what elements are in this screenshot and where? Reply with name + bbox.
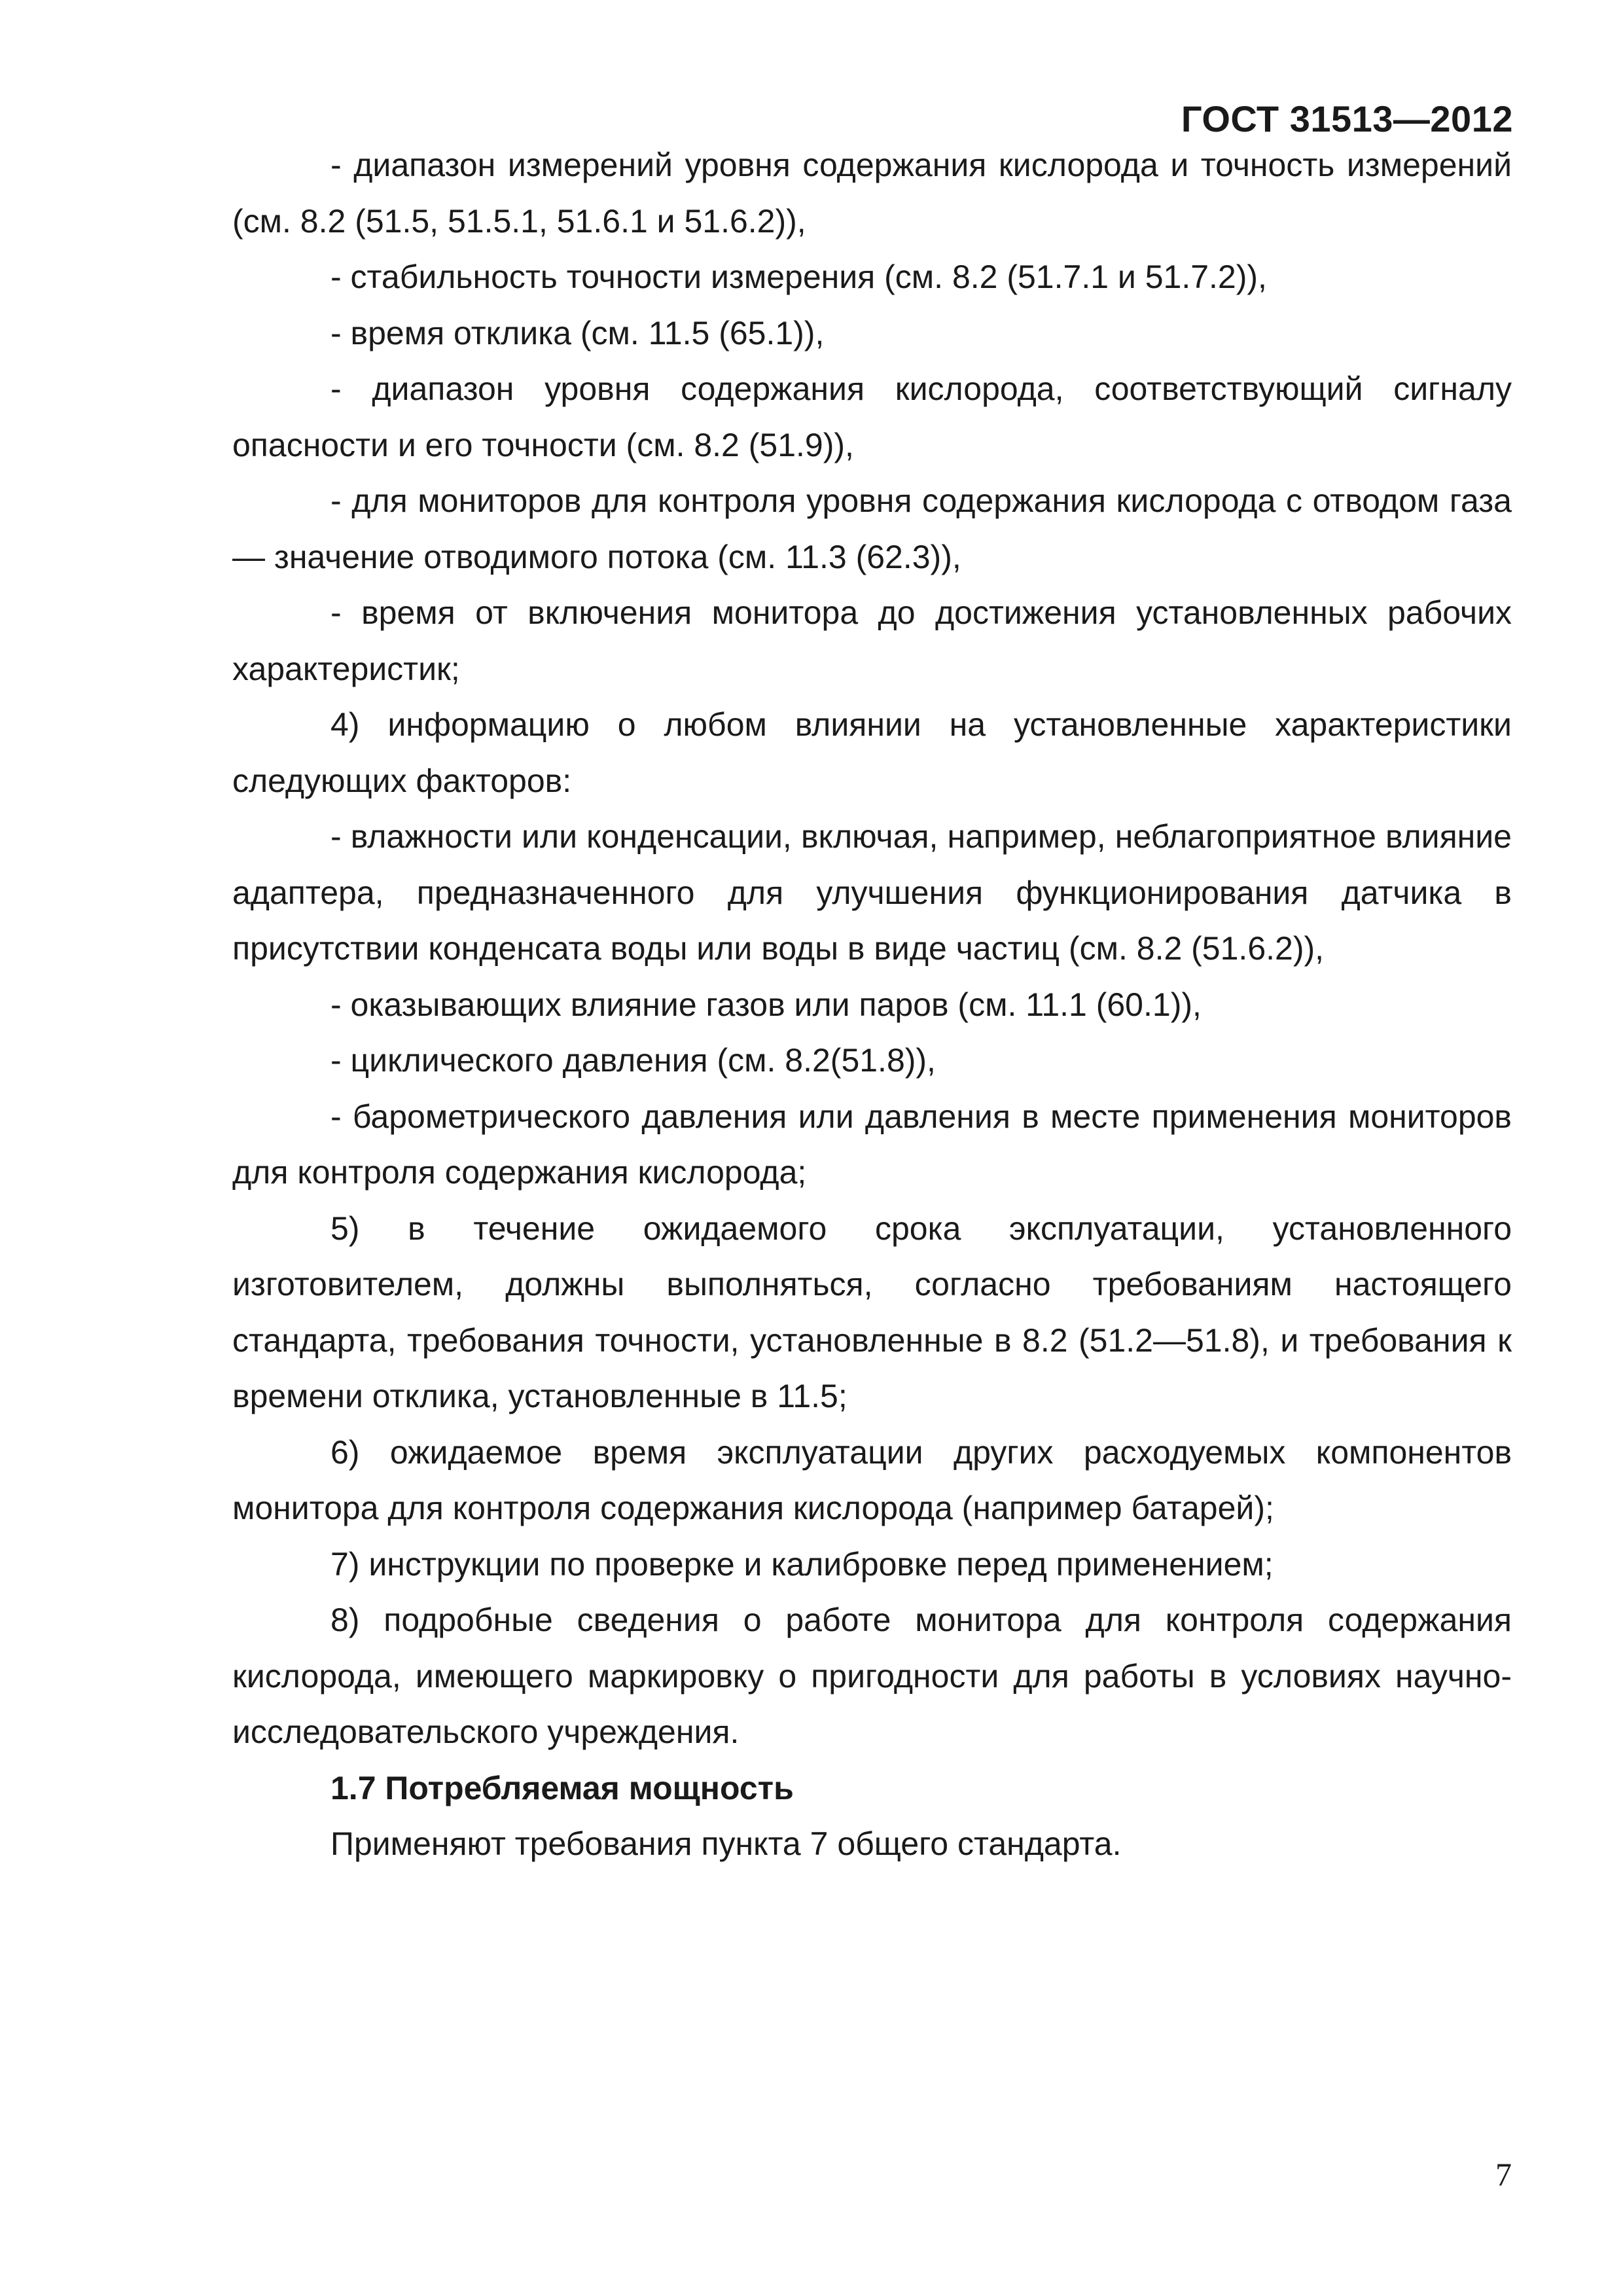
numbered-item: 5) в течение ожидаемого срока эксплуатации, установленного изготовителем, должны выполняться, согласно требованиям настоящего стандарта, требования точности, установленные в 8.2 (51.2—51.8), и требования к времени отклика, установленные в 11.5; [232,1210,1512,1414]
list-item: - время от включения монитора до достижения установленных рабочих характеристик; [232,594,1512,687]
standard-code-header: ГОСТ 31513—2012 [1181,98,1513,139]
list-item: - барометрического давления или давления в месте применения мониторов для контроля содержания кислорода; [232,1098,1512,1191]
section-heading: 1.7 Потребляемая мощность [330,1769,794,1806]
list-item: - влажности или конденсации, включая, например, неблагоприятное влияние адаптера, предназначенного для улучшения функционирования датчика в присутствии конденсата воды или воды в виде частиц (см. 8.2 (51.6.2)), [232,818,1512,967]
list-item: - стабильность точности измерения (см. 8.2 (51.7.1 и 51.7.2)), [330,259,1267,295]
page-number: 7 [1495,2156,1512,2193]
list-item: - оказывающих влияние газов или паров (см. 11.1 (60.1)), [330,986,1202,1023]
list-item: - диапазон измерений уровня содержания кислорода и точность измерений (см. 8.2 (51.5, 51.5.1, 51.6.1 и 51.6.2)), [232,147,1512,240]
list-item: - циклического давления (см. 8.2(51.8)), [330,1042,936,1079]
section-text: Применяют требования пункта 7 общего стандарта. [330,1825,1122,1862]
numbered-item: 4) информацию о любом влиянии на установленные характеристики следующих факторов: [232,706,1512,799]
numbered-item: 6) ожидаемое время эксплуатации других расходуемых компонентов монитора для контроля содержания кислорода (например батарей); [232,1433,1512,1526]
numbered-item: 8) подробные сведения о работе монитора для контроля содержания кислорода, имеющего маркировку о пригодности для работы в условиях научно-исследовательского учреждения. [232,1602,1512,1750]
list-item: - время отклика (см. 11.5 (65.1)), [330,314,825,351]
numbered-item: 7) инструкции по проверке и калибровке перед применением; [330,1545,1274,1583]
document-body [232,137,1512,1873]
list-item: - для мониторов для контроля уровня содержания кислорода с отводом газа — значение отводимого потока (см. 11.3 (62.3)), [232,482,1512,575]
list-item: - диапазон уровня содержания кислорода, соответствующий сигналу опасности и его точности (см. 8.2 (51.9)), [232,370,1512,463]
